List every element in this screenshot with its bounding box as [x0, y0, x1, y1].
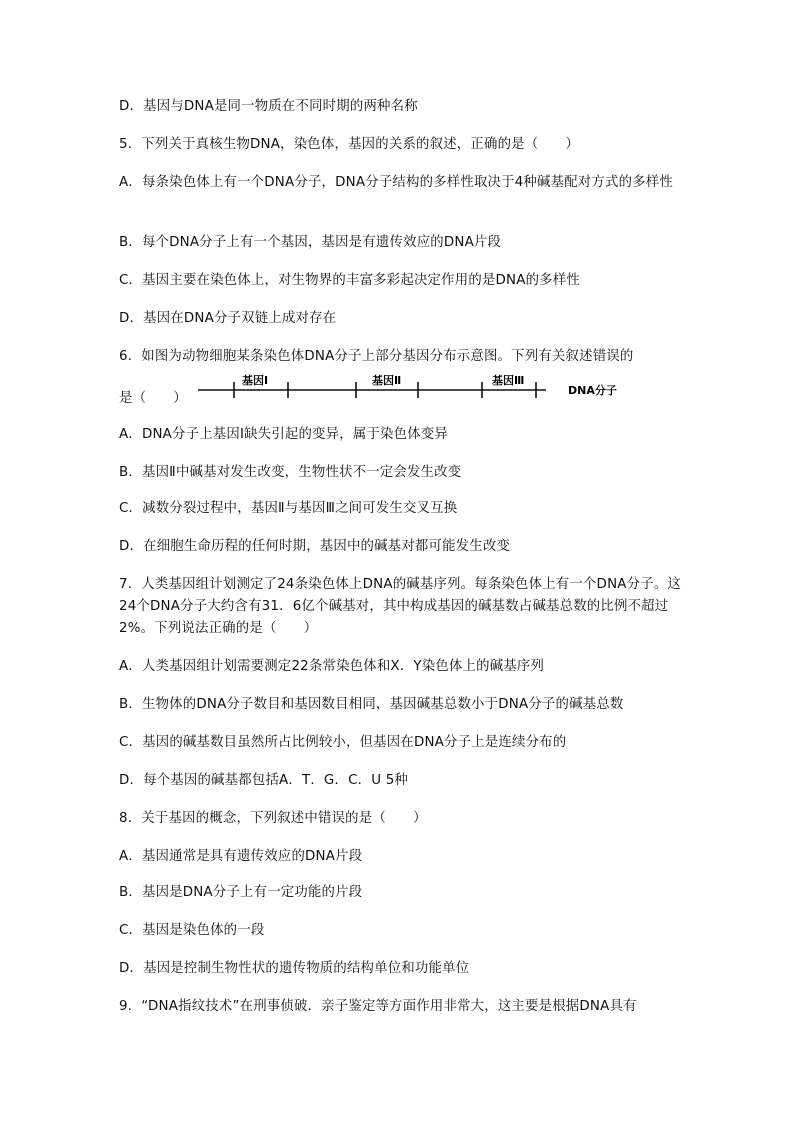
- question-8-stem: 8．关于基因的概念，下列叙述中错误的是（ ）: [119, 811, 427, 826]
- line-q4-option-d: D．基因与DNA是同一物质在不同时期的两种名称: [119, 99, 418, 114]
- q6-option-c: C．减数分裂过程中，基因Ⅱ与基因Ⅲ之间可发生交叉互换: [119, 501, 458, 516]
- dna-gene-diagram: [196, 372, 626, 408]
- q8-option-c: C．基因是染色体的一段: [119, 923, 265, 938]
- gene-1-label: 基因Ⅰ: [242, 374, 269, 387]
- question-7-stem: 7．人类基因组计划测定了24条染色体上DNA的碱基序列。每条染色体上有一个DNA分子。这24个DNA分子大约含有31．6亿个碱基对，其中构成基因的碱基数占碱基总数的比例不超过2%。下列说法正确的是（ ）: [119, 577, 682, 636]
- q6-option-a: A．DNA分子上基因Ⅰ缺失引起的变异，属于染色体变异: [119, 427, 448, 442]
- question-5-stem: 5．下列关于真核生物DNA，染色体，基因的关系的叙述，正确的是（ ）: [119, 137, 580, 152]
- gene-2-label: 基因Ⅱ: [372, 374, 402, 387]
- dna-molecule-label: DNA分子: [568, 384, 617, 397]
- q7-option-c: C．基因的碱基数目虽然所占比例较小，但基因在DNA分子上是连续分布的: [119, 735, 567, 750]
- q8-option-b: B．基因是DNA分子上有一定功能的片段: [119, 885, 363, 900]
- q8-option-d: D．基因是控制生物性状的遗传物质的结构单位和功能单位: [119, 961, 470, 976]
- question-9-stem: 9．“DNA指纹技术”在刑事侦破．亲子鉴定等方面作用非常大，这主要是根据DNA具有: [119, 999, 637, 1014]
- q6-option-b: B．基因Ⅱ中碱基对发生改变，生物性状不一定会发生改变: [119, 465, 462, 480]
- q7-option-b: B．生物体的DNA分子数目和基因数目相同，基因碱基总数小于DNA分子的碱基总数: [119, 697, 624, 712]
- q5-option-c: C．基因主要在染色体上，对生物界的丰富多彩起决定作用的是DNA的多样性: [119, 273, 580, 288]
- q5-option-d: D．基因在DNA分子双链上成对存在: [119, 311, 337, 326]
- q8-option-a: A．基因通常是具有遗传效应的DNA片段: [119, 849, 363, 864]
- q7-option-d: D．每个基因的碱基都包括A．T．G．C．U 5种: [119, 773, 409, 788]
- q5-option-b: B．每个DNA分子上有一个基因，基因是有遗传效应的DNA片段: [119, 235, 502, 250]
- q6-option-d: D．在细胞生命历程的任何时期，基因中的碱基对都可能发生改变: [119, 539, 511, 554]
- gene-3-label: 基因Ⅲ: [492, 374, 525, 387]
- question-6-stem-cont: 是（ ）: [119, 391, 187, 406]
- q5-option-a: A．每条染色体上有一个DNA分子，DNA分子结构的多样性取决于4种碱基配对方式的多样性: [119, 175, 673, 190]
- q7-option-a: A．人类基因组计划需要测定22条常染色体和X．Y染色体上的碱基序列: [119, 659, 545, 674]
- question-6-stem: 6．如图为动物细胞某条染色体DNA分子上部分基因分布示意图。下列有关叙述错误的: [119, 349, 634, 364]
